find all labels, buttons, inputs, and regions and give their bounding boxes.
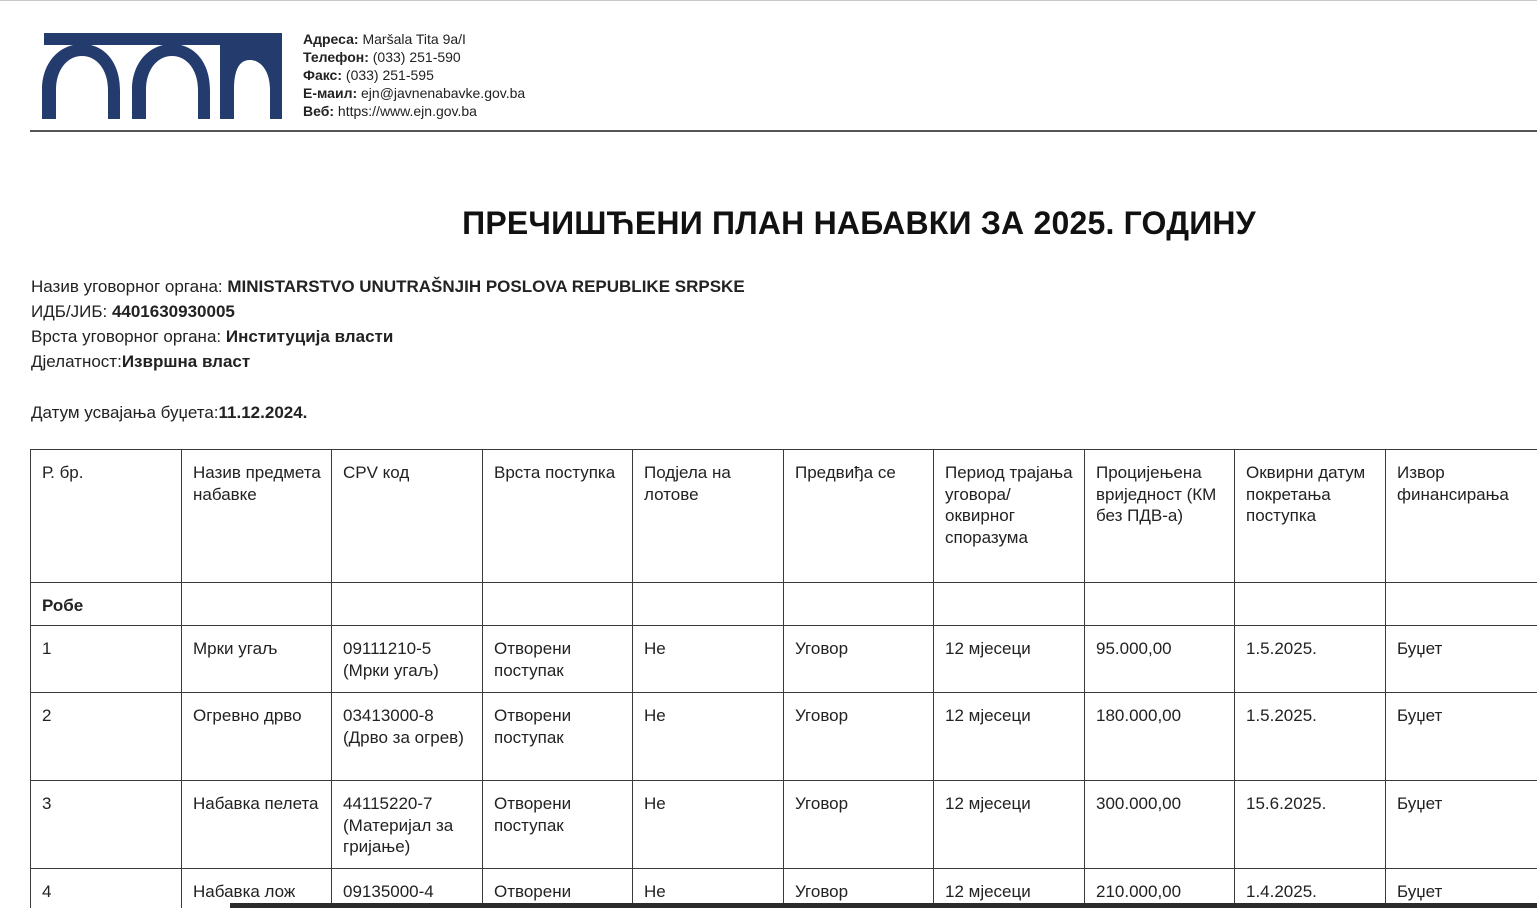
col-header-lots: Подјела на лотове	[633, 450, 784, 583]
activity-line: Дјелатност:Извршна власт	[31, 352, 251, 371]
procurement-table	[30, 449, 1537, 908]
table-cell: 4	[31, 869, 182, 908]
table-header-row	[31, 450, 1537, 583]
table-cell: 12 мјесеци	[934, 781, 1085, 869]
document-title: ПРЕЧИШЋЕНИ ПЛАН НАБАВКИ ЗА 2025. ГОДИНУ	[462, 205, 1256, 241]
table-cell: 95.000,00	[1085, 626, 1235, 693]
contact-phone: Телефон: (033) 251-590	[303, 49, 461, 65]
ejn-logo	[40, 30, 282, 120]
header-divider	[30, 130, 1537, 132]
table-cell: 1	[31, 626, 182, 693]
table-cell: Мрки угаљ	[182, 626, 332, 693]
table-cell: Набавка лож	[182, 869, 332, 908]
table-cell: 1.4.2025.	[1235, 869, 1386, 908]
table-cell: Отворени поступак	[483, 693, 633, 781]
table-cell: Не	[633, 781, 784, 869]
table-row	[31, 626, 1537, 693]
table-cell: Не	[633, 869, 784, 908]
table-cell: 2	[31, 693, 182, 781]
table-cell: Буџет	[1386, 781, 1537, 869]
section-label: Робе	[31, 583, 182, 626]
col-header-funding: Извор финансирања	[1386, 450, 1537, 583]
table-cell: Отворени	[483, 869, 633, 908]
contact-web: Веб: https://www.ejn.gov.ba	[303, 103, 477, 119]
col-header-number: Р. бр.	[31, 450, 182, 583]
table-cell: 300.000,00	[1085, 781, 1235, 869]
col-header-subject: Назив предмета набавке	[182, 450, 332, 583]
org-name-line: Назив уговорног органа: MINISTARSTVO UNUTRAŠNJIH POSLOVA REPUBLIKE SRPSKE	[31, 277, 745, 296]
table-cell: 15.6.2025.	[1235, 781, 1386, 869]
table-cell: 210.000,00	[1085, 869, 1235, 908]
budget-date-line: Датум усвајања буџета:11.12.2024.	[31, 403, 308, 422]
table-cell: Буџет	[1386, 693, 1537, 781]
table-cell: Буџет	[1386, 626, 1537, 693]
table-cell: 1.5.2025.	[1235, 693, 1386, 781]
procurement-table-wrapper	[30, 449, 1537, 908]
table-cell: Уговор	[784, 781, 934, 869]
col-header-period: Период трајања уговора/оквирног споразума	[934, 450, 1085, 583]
table-cell: 09135000-4	[332, 869, 483, 908]
contact-fax: Факс: (033) 251-595	[303, 67, 434, 83]
table-cell: Набавка пелета	[182, 781, 332, 869]
table-cell: 12 мјесеци	[934, 869, 1085, 908]
table-cell: 12 мјесеци	[934, 693, 1085, 781]
table-cell: Уговор	[784, 869, 934, 908]
section-row	[31, 583, 1537, 626]
table-cell: Уговор	[784, 693, 934, 781]
top-rule	[0, 0, 1537, 1]
table-cell: Огревно дрво	[182, 693, 332, 781]
col-header-cpv: CPV код	[332, 450, 483, 583]
contact-block	[303, 30, 525, 120]
col-header-start-date: Оквирни датум покретања поступка	[1235, 450, 1386, 583]
taskbar-edge	[230, 903, 1537, 908]
col-header-procedure: Врста поступка	[483, 450, 633, 583]
table-row	[31, 693, 1537, 781]
table-cell: Не	[633, 626, 784, 693]
table-cell: 09111210-5 (Мрки угаљ)	[332, 626, 483, 693]
table-cell: Не	[633, 693, 784, 781]
col-header-planned: Предвиђа се	[784, 450, 934, 583]
table-row	[31, 781, 1537, 869]
table-cell: Отворени поступак	[483, 626, 633, 693]
table-cell: 12 мјесеци	[934, 626, 1085, 693]
table-cell: Отворени поступак	[483, 781, 633, 869]
contact-address: Адреса: Maršala Tita 9a/I	[303, 31, 466, 47]
table-cell: 44115220-7 (Материјал за гријање)	[332, 781, 483, 869]
contact-email: Е-маил: ejn@javnenabavke.gov.ba	[303, 85, 526, 101]
table-cell: 1.5.2025.	[1235, 626, 1386, 693]
col-header-value: Процијењена вриједност (КМ без ПДВ-а)	[1085, 450, 1235, 583]
idb-line: ИДБ/ЈИБ: 4401630930005	[31, 302, 235, 321]
table-cell: Уговор	[784, 626, 934, 693]
table-cell: Буџет	[1386, 869, 1537, 908]
org-type-line: Врста уговорног органа: Институција власти	[31, 327, 394, 346]
table-cell: 180.000,00	[1085, 693, 1235, 781]
table-cell: 3	[31, 781, 182, 869]
table-cell: 03413000-8 (Дрво за огрев)	[332, 693, 483, 781]
